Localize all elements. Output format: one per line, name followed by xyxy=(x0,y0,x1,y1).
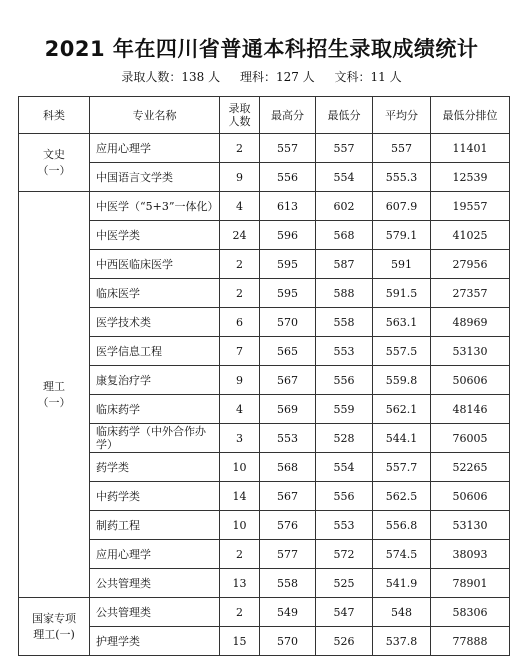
cell-count: 2 xyxy=(220,250,260,279)
cell-min: 587 xyxy=(316,250,373,279)
cell-max: 570 xyxy=(260,627,316,656)
cell-count: 3 xyxy=(220,424,260,453)
cell-major: 医学信息工程 xyxy=(90,337,220,366)
cell-avg: 557.7 xyxy=(373,453,431,482)
cell-min: 547 xyxy=(316,598,373,627)
table-row xyxy=(19,482,510,511)
cell-count: 15 xyxy=(220,627,260,656)
category-label: 文史 xyxy=(43,147,65,161)
cell-count: 10 xyxy=(220,511,260,540)
cell-max: 568 xyxy=(260,453,316,482)
summary-total: 录取人数：138 人 xyxy=(121,70,221,84)
header-category: 科类 xyxy=(19,97,90,134)
cell-max: 549 xyxy=(260,598,316,627)
table-row xyxy=(19,511,510,540)
table-row xyxy=(19,250,510,279)
category-label: （一） xyxy=(37,395,71,409)
table-row xyxy=(19,540,510,569)
category-label: （一） xyxy=(37,163,71,177)
cell-major: 临床药学（中外合作办学） xyxy=(90,424,220,453)
cell-rank: 38093 xyxy=(431,540,510,569)
cell-count: 10 xyxy=(220,453,260,482)
cell-avg: 559.8 xyxy=(373,366,431,395)
category-label: 国家专项 xyxy=(32,611,76,625)
cell-min: 553 xyxy=(316,511,373,540)
cell-major: 临床药学 xyxy=(90,395,220,424)
cell-major: 应用心理学 xyxy=(90,134,220,163)
cell-avg: 591 xyxy=(373,250,431,279)
cell-rank: 52265 xyxy=(431,453,510,482)
table-row xyxy=(19,279,510,308)
cell-max: 595 xyxy=(260,279,316,308)
cell-count: 2 xyxy=(220,279,260,308)
header-rank: 最低分排位 xyxy=(431,97,510,134)
cell-max: 576 xyxy=(260,511,316,540)
cell-count: 4 xyxy=(220,192,260,221)
table-header-row xyxy=(19,97,510,134)
cell-max: 556 xyxy=(260,163,316,192)
admission-score-table xyxy=(18,96,510,656)
cell-avg: 541.9 xyxy=(373,569,431,598)
cell-max: 570 xyxy=(260,308,316,337)
cell-avg: 537.8 xyxy=(373,627,431,656)
cell-rank: 58306 xyxy=(431,598,510,627)
header-major: 专业名称 xyxy=(90,97,220,134)
cell-avg: 562.1 xyxy=(373,395,431,424)
cell-major: 中医学（“5+3”一体化） xyxy=(90,192,220,221)
cell-rank: 27956 xyxy=(431,250,510,279)
summary-liberal: 文科：11 人 xyxy=(334,70,402,84)
cell-max: 557 xyxy=(260,134,316,163)
header-avg: 平均分 xyxy=(373,97,431,134)
table-row xyxy=(19,366,510,395)
cell-rank: 11401 xyxy=(431,134,510,163)
cell-max: 569 xyxy=(260,395,316,424)
cell-min: 556 xyxy=(316,482,373,511)
cell-min: 558 xyxy=(316,308,373,337)
cell-min: 554 xyxy=(316,163,373,192)
cell-major: 药学类 xyxy=(90,453,220,482)
table-row xyxy=(19,308,510,337)
table-row xyxy=(19,453,510,482)
cell-max: 565 xyxy=(260,337,316,366)
cell-avg: 607.9 xyxy=(373,192,431,221)
cell-min: 526 xyxy=(316,627,373,656)
cell-count: 4 xyxy=(220,395,260,424)
cell-major: 康复治疗学 xyxy=(90,366,220,395)
category-cell xyxy=(19,192,90,598)
cell-major: 中国语言文学类 xyxy=(90,163,220,192)
cell-min: 528 xyxy=(316,424,373,453)
cell-max: 613 xyxy=(260,192,316,221)
cell-avg: 591.5 xyxy=(373,279,431,308)
cell-count: 9 xyxy=(220,163,260,192)
cell-count: 6 xyxy=(220,308,260,337)
cell-rank: 76005 xyxy=(431,424,510,453)
cell-major: 中西医临床医学 xyxy=(90,250,220,279)
cell-count: 2 xyxy=(220,134,260,163)
cell-max: 558 xyxy=(260,569,316,598)
enrollment-summary xyxy=(0,69,523,85)
cell-min: 553 xyxy=(316,337,373,366)
cell-major: 制药工程 xyxy=(90,511,220,540)
cell-min: 525 xyxy=(316,569,373,598)
cell-rank: 53130 xyxy=(431,337,510,366)
cell-min: 588 xyxy=(316,279,373,308)
summary-science: 理科：127 人 xyxy=(239,70,315,84)
cell-rank: 41025 xyxy=(431,221,510,250)
header-count: 录取 人数 xyxy=(220,97,260,134)
cell-rank: 78901 xyxy=(431,569,510,598)
cell-rank: 50606 xyxy=(431,482,510,511)
cell-count: 2 xyxy=(220,540,260,569)
cell-avg: 579.1 xyxy=(373,221,431,250)
cell-major: 公共管理类 xyxy=(90,598,220,627)
header-min: 最低分 xyxy=(316,97,373,134)
cell-max: 567 xyxy=(260,366,316,395)
cell-min: 602 xyxy=(316,192,373,221)
table-row xyxy=(19,192,510,221)
cell-max: 595 xyxy=(260,250,316,279)
cell-rank: 12539 xyxy=(431,163,510,192)
cell-rank: 27357 xyxy=(431,279,510,308)
table-row xyxy=(19,221,510,250)
table-row xyxy=(19,598,510,627)
cell-avg: 556.8 xyxy=(373,511,431,540)
cell-major: 中医学类 xyxy=(90,221,220,250)
cell-min: 559 xyxy=(316,395,373,424)
cell-major: 公共管理类 xyxy=(90,569,220,598)
table-row xyxy=(19,163,510,192)
cell-avg: 548 xyxy=(373,598,431,627)
cell-max: 577 xyxy=(260,540,316,569)
cell-rank: 77888 xyxy=(431,627,510,656)
cell-count: 9 xyxy=(220,366,260,395)
cell-count: 24 xyxy=(220,221,260,250)
cell-rank: 53130 xyxy=(431,511,510,540)
cell-avg: 557.5 xyxy=(373,337,431,366)
cell-rank: 50606 xyxy=(431,366,510,395)
cell-major: 医学技术类 xyxy=(90,308,220,337)
cell-count: 2 xyxy=(220,598,260,627)
cell-min: 556 xyxy=(316,366,373,395)
category-cell xyxy=(19,134,90,192)
category-label: 理工(一) xyxy=(33,627,75,641)
table-row xyxy=(19,395,510,424)
cell-count: 7 xyxy=(220,337,260,366)
cell-count: 14 xyxy=(220,482,260,511)
table-body xyxy=(19,134,510,656)
cell-max: 553 xyxy=(260,424,316,453)
cell-avg: 574.5 xyxy=(373,540,431,569)
page-title: 2021 年在四川省普通本科招生录取成绩统计 xyxy=(44,37,479,61)
table-row xyxy=(19,627,510,656)
cell-min: 554 xyxy=(316,453,373,482)
cell-avg: 555.3 xyxy=(373,163,431,192)
cell-max: 567 xyxy=(260,482,316,511)
cell-min: 572 xyxy=(316,540,373,569)
header-max: 最高分 xyxy=(260,97,316,134)
category-cell xyxy=(19,598,90,656)
table-row xyxy=(19,134,510,163)
cell-count: 13 xyxy=(220,569,260,598)
cell-major: 中药学类 xyxy=(90,482,220,511)
category-label: 理工 xyxy=(43,379,65,393)
table-row xyxy=(19,569,510,598)
cell-min: 557 xyxy=(316,134,373,163)
cell-rank: 48146 xyxy=(431,395,510,424)
table-row xyxy=(19,424,510,453)
cell-rank: 48969 xyxy=(431,308,510,337)
table-row xyxy=(19,337,510,366)
cell-avg: 562.5 xyxy=(373,482,431,511)
cell-avg: 563.1 xyxy=(373,308,431,337)
cell-avg: 544.1 xyxy=(373,424,431,453)
cell-major: 临床医学 xyxy=(90,279,220,308)
cell-major: 护理学类 xyxy=(90,627,220,656)
cell-max: 596 xyxy=(260,221,316,250)
cell-rank: 19557 xyxy=(431,192,510,221)
cell-major: 应用心理学 xyxy=(90,540,220,569)
cell-min: 568 xyxy=(316,221,373,250)
cell-avg: 557 xyxy=(373,134,431,163)
